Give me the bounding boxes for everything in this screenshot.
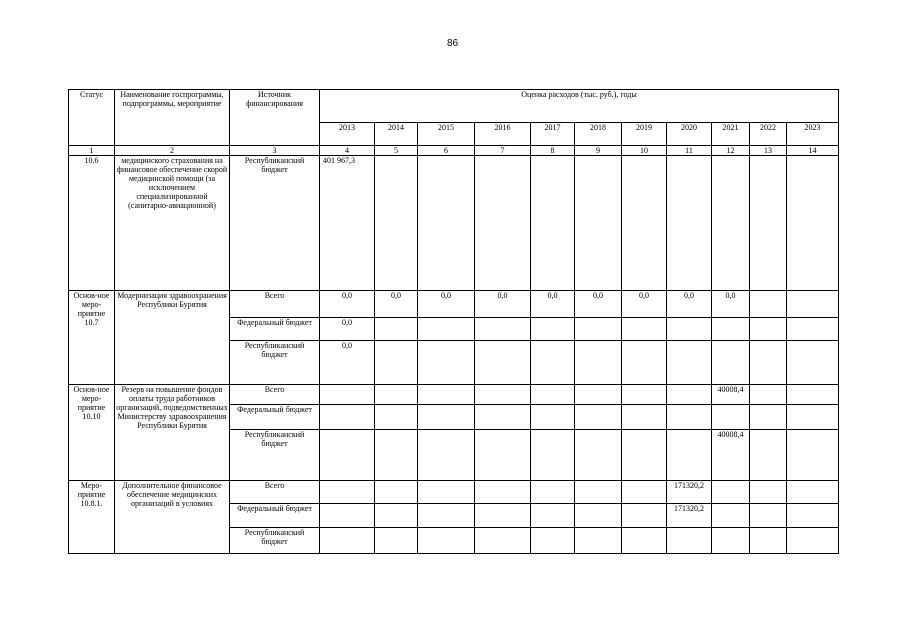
header-status: Статус <box>69 90 115 146</box>
cost-cell-2019: 0,0 <box>622 291 667 318</box>
cost-cell-2022 <box>750 430 787 481</box>
table-row <box>69 385 839 405</box>
row-status: Основ-ное меро-приятие 10.10 <box>69 385 115 481</box>
year-header-2019: 2019 <box>622 123 667 146</box>
cost-cell-2019 <box>622 430 667 481</box>
cost-cell-2014: 0,0 <box>375 291 418 318</box>
cost-cell-2020 <box>667 528 712 554</box>
budget-table <box>68 89 839 554</box>
column-number: 10 <box>622 146 667 156</box>
cost-cell-2017 <box>531 318 575 341</box>
column-number: 8 <box>531 146 575 156</box>
row-funding-source: Республиканский бюджет <box>230 341 320 385</box>
row-activity-name: Дополнительное финансовое обеспечение медицинских организаций в условиях <box>115 481 230 554</box>
cost-cell-2019 <box>622 156 667 291</box>
cost-cell-2018: 0,0 <box>575 291 622 318</box>
cost-cell-2015 <box>418 430 475 481</box>
table-row <box>69 481 839 504</box>
cost-cell-2015 <box>418 385 475 405</box>
cost-cell-2015 <box>418 156 475 291</box>
cost-cell-2016 <box>475 385 531 405</box>
cost-cell-2016 <box>475 156 531 291</box>
column-number: 2 <box>115 146 230 156</box>
cost-cell-2015 <box>418 481 475 504</box>
row-funding-source: Федеральный бюджет <box>230 318 320 341</box>
cost-cell-2017 <box>531 405 575 430</box>
cost-cell-2019 <box>622 318 667 341</box>
row-funding-source: Республиканский бюджет <box>230 528 320 554</box>
year-header-2021: 2021 <box>712 123 750 146</box>
cost-cell-2016 <box>475 341 531 385</box>
cost-cell-2015 <box>418 341 475 385</box>
header-cost: Оценка расходов (тыс. руб.), годы <box>320 90 839 123</box>
cost-cell-2013 <box>320 504 375 528</box>
page-number: 86 <box>446 38 459 49</box>
cost-cell-2016: 0,0 <box>475 291 531 318</box>
cost-cell-2018 <box>575 481 622 504</box>
column-number: 13 <box>750 146 787 156</box>
cost-cell-2013: 401 967,3 <box>320 156 375 291</box>
year-header-2014: 2014 <box>375 123 418 146</box>
table-row <box>69 291 839 318</box>
cost-cell-2020: 171320,2 <box>667 504 712 528</box>
cost-cell-2018 <box>575 341 622 385</box>
cost-cell-2021 <box>712 156 750 291</box>
cost-cell-2017 <box>531 385 575 405</box>
cost-cell-2022 <box>750 385 787 405</box>
cost-cell-2016 <box>475 481 531 504</box>
year-header-2017: 2017 <box>531 123 575 146</box>
year-header-2013: 2013 <box>320 123 375 146</box>
year-header-2020: 2020 <box>667 123 712 146</box>
cost-cell-2015: 0,0 <box>418 291 475 318</box>
cost-cell-2022 <box>750 528 787 554</box>
table-row <box>69 156 839 291</box>
row-funding-source: Республиканский бюджет <box>230 430 320 481</box>
cost-cell-2020 <box>667 385 712 405</box>
cost-cell-2014 <box>375 528 418 554</box>
row-funding-source: Всего <box>230 291 320 318</box>
cost-cell-2022 <box>750 318 787 341</box>
cost-cell-2019 <box>622 385 667 405</box>
cost-cell-2014 <box>375 318 418 341</box>
row-funding-source: Всего <box>230 481 320 504</box>
cost-cell-2020: 0,0 <box>667 291 712 318</box>
column-number: 14 <box>787 146 839 156</box>
row-status: 10.6 <box>69 156 115 291</box>
cost-cell-2013: 0,0 <box>320 291 375 318</box>
cost-cell-2013 <box>320 430 375 481</box>
column-number: 9 <box>575 146 622 156</box>
cost-cell-2018 <box>575 318 622 341</box>
cost-cell-2014 <box>375 385 418 405</box>
cost-cell-2021 <box>712 341 750 385</box>
cost-cell-2023 <box>787 481 839 504</box>
header-source: Источник финансирования <box>230 90 320 146</box>
cost-cell-2020 <box>667 156 712 291</box>
cost-cell-2015 <box>418 504 475 528</box>
column-number: 4 <box>320 146 375 156</box>
column-number: 6 <box>418 146 475 156</box>
cost-cell-2021 <box>712 318 750 341</box>
cost-cell-2014 <box>375 504 418 528</box>
cost-cell-2013 <box>320 385 375 405</box>
cost-cell-2018 <box>575 385 622 405</box>
cost-cell-2016 <box>475 430 531 481</box>
cost-cell-2021: 40008,4 <box>712 430 750 481</box>
cost-cell-2014 <box>375 341 418 385</box>
cost-cell-2023 <box>787 504 839 528</box>
cost-cell-2020 <box>667 430 712 481</box>
header-name: Наименование госпрограммы, подпрограммы, мероприятие <box>115 90 230 146</box>
column-number: 1 <box>69 146 115 156</box>
column-number: 12 <box>712 146 750 156</box>
cost-cell-2017 <box>531 481 575 504</box>
year-header-2022: 2022 <box>750 123 787 146</box>
cost-cell-2013 <box>320 405 375 430</box>
cost-cell-2014 <box>375 405 418 430</box>
cost-cell-2018 <box>575 405 622 430</box>
cost-cell-2023 <box>787 156 839 291</box>
cost-cell-2019 <box>622 341 667 385</box>
cost-cell-2016 <box>475 528 531 554</box>
cost-cell-2014 <box>375 156 418 291</box>
row-funding-source: Федеральный бюджет <box>230 405 320 430</box>
cost-cell-2018 <box>575 156 622 291</box>
cost-cell-2013: 0,0 <box>320 341 375 385</box>
cost-cell-2015 <box>418 528 475 554</box>
row-activity-name: Модернизация здравоохранения Республики Бурятия <box>115 291 230 385</box>
cost-cell-2023 <box>787 528 839 554</box>
row-activity-name: Резерв на повышение фондов оплаты труда работников организаций, подведомственных Министерству здравоохранения Республики Бурятия <box>115 385 230 481</box>
row-funding-source: Федеральный бюджет <box>230 504 320 528</box>
cost-cell-2021 <box>712 504 750 528</box>
cost-cell-2021 <box>712 405 750 430</box>
cost-cell-2017: 0,0 <box>531 291 575 318</box>
cost-cell-2014 <box>375 430 418 481</box>
cost-cell-2013 <box>320 481 375 504</box>
cost-cell-2023 <box>787 341 839 385</box>
cost-cell-2022 <box>750 481 787 504</box>
cost-cell-2018 <box>575 504 622 528</box>
cost-cell-2022 <box>750 156 787 291</box>
column-number: 11 <box>667 146 712 156</box>
cost-cell-2020: 171320,2 <box>667 481 712 504</box>
row-funding-source: Всего <box>230 385 320 405</box>
cost-cell-2019 <box>622 504 667 528</box>
cost-cell-2022 <box>750 405 787 430</box>
cost-cell-2013: 0,0 <box>320 318 375 341</box>
cost-cell-2018 <box>575 430 622 481</box>
cost-cell-2020 <box>667 405 712 430</box>
cost-cell-2019 <box>622 528 667 554</box>
cost-cell-2021 <box>712 528 750 554</box>
cost-cell-2015 <box>418 405 475 430</box>
cost-cell-2021: 0,0 <box>712 291 750 318</box>
cost-cell-2021 <box>712 481 750 504</box>
cost-cell-2013 <box>320 528 375 554</box>
cost-cell-2016 <box>475 318 531 341</box>
cost-cell-2019 <box>622 405 667 430</box>
column-number: 5 <box>375 146 418 156</box>
column-number: 7 <box>475 146 531 156</box>
cost-cell-2017 <box>531 341 575 385</box>
cost-cell-2018 <box>575 528 622 554</box>
cost-cell-2016 <box>475 504 531 528</box>
year-header-2016: 2016 <box>475 123 531 146</box>
cost-cell-2023 <box>787 405 839 430</box>
column-number: 3 <box>230 146 320 156</box>
cost-cell-2022 <box>750 341 787 385</box>
year-header-2018: 2018 <box>575 123 622 146</box>
cost-cell-2019 <box>622 481 667 504</box>
cost-cell-2020 <box>667 341 712 385</box>
row-activity-name: медицинского страхования на финансовое обеспечение скорой медицинской помощи (за исключением специализированной (санитарно-авиационной) <box>115 156 230 291</box>
row-funding-source: Республиканский бюджет <box>230 156 320 291</box>
cost-cell-2022 <box>750 504 787 528</box>
cost-cell-2017 <box>531 430 575 481</box>
year-header-2023: 2023 <box>787 123 839 146</box>
cost-cell-2014 <box>375 481 418 504</box>
cost-cell-2023 <box>787 318 839 341</box>
cost-cell-2023 <box>787 385 839 405</box>
cost-cell-2017 <box>531 156 575 291</box>
row-status: Основ-ное меро-приятие 10.7 <box>69 291 115 385</box>
year-header-2015: 2015 <box>418 123 475 146</box>
cost-cell-2022 <box>750 291 787 318</box>
cost-cell-2021: 40008,4 <box>712 385 750 405</box>
cost-cell-2017 <box>531 528 575 554</box>
cost-cell-2017 <box>531 504 575 528</box>
row-status: Меро-приятие 10.8.1. <box>69 481 115 554</box>
cost-cell-2023 <box>787 291 839 318</box>
cost-cell-2015 <box>418 318 475 341</box>
cost-cell-2020 <box>667 318 712 341</box>
cost-cell-2016 <box>475 405 531 430</box>
cost-cell-2023 <box>787 430 839 481</box>
